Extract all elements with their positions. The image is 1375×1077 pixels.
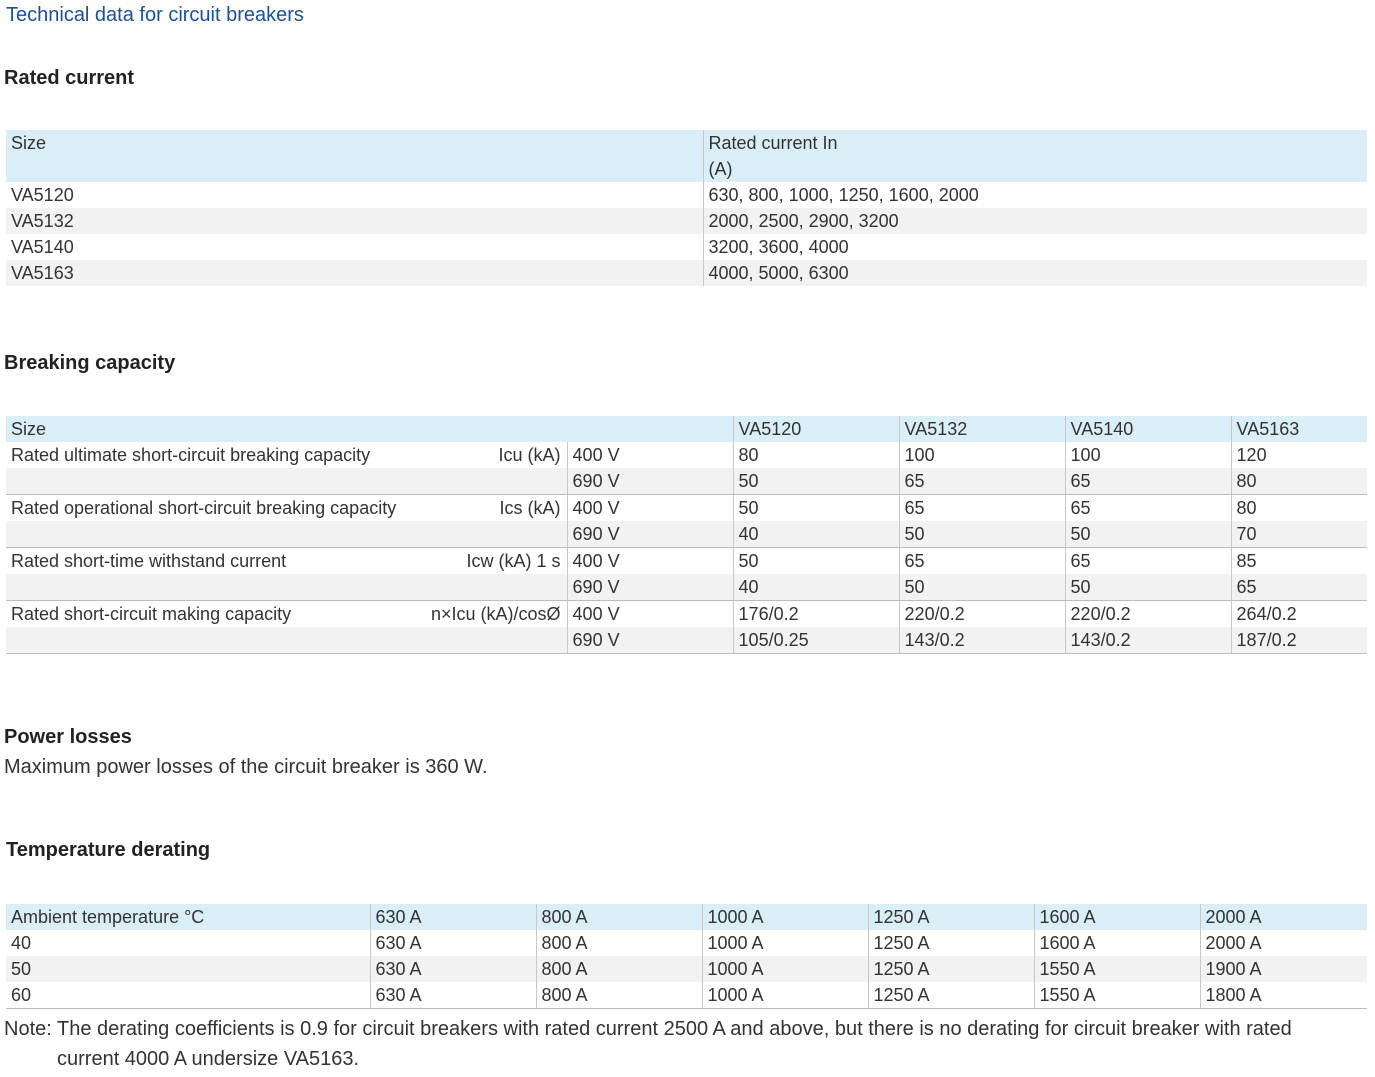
value-cell: 800 A <box>536 956 702 982</box>
col-1600-header: 1600 A <box>1034 904 1200 930</box>
value-cell: 70 <box>1231 521 1367 548</box>
col-va5140-header: VA5140 <box>1065 416 1231 442</box>
unit-label-empty <box>426 521 567 548</box>
table-header-row <box>6 416 1367 442</box>
voltage-cell: 400 V <box>567 495 733 522</box>
voltage-cell: 690 V <box>567 574 733 601</box>
table-row <box>6 548 1367 575</box>
value-cell: 176/0.2 <box>733 601 899 628</box>
temperature-derating-heading: Temperature derating <box>6 839 211 861</box>
page-title: Technical data for circuit breakers <box>6 4 304 26</box>
value-cell: 80 <box>1231 495 1367 522</box>
table-header-row <box>6 904 1367 930</box>
unit-label: Ics (kA) <box>499 498 561 518</box>
value-cell: 85 <box>1231 548 1367 575</box>
value-cell: 1550 A <box>1034 956 1200 982</box>
value-cell: 2000 A <box>1200 930 1367 956</box>
table-row <box>6 930 1367 956</box>
col-rated-header: Rated current In (A) <box>703 130 1367 182</box>
value-cell: 1600 A <box>1034 930 1200 956</box>
value-cell: 630, 800, 1000, 1250, 1600, 2000 <box>703 182 1367 208</box>
value-cell: 65 <box>1065 468 1231 495</box>
size-cell: VA5140 <box>11 237 74 257</box>
parameter-label: Rated ultimate short-circuit breaking capacity <box>11 445 371 465</box>
breaking-capacity-heading: Breaking capacity <box>4 352 176 374</box>
value-cell: 264/0.2 <box>1231 601 1367 628</box>
value-cell: 50 <box>899 521 1065 548</box>
parameter-label-empty <box>6 574 426 601</box>
value-cell: 4000, 5000, 6300 <box>703 260 1367 286</box>
unit-label: n×Icu (kA)/cosØ <box>431 604 561 624</box>
value-cell: 100 <box>899 442 1065 468</box>
rated-current-table <box>6 130 1367 286</box>
value-cell: 1250 A <box>868 956 1034 982</box>
size-cell: VA5132 <box>6 208 703 234</box>
unit-label-empty <box>426 627 567 654</box>
value-cell: 1550 A <box>1034 982 1200 1009</box>
power-losses-heading: Power losses <box>4 726 132 748</box>
value-cell: 143/0.2 <box>899 627 1065 654</box>
value-cell: 50 <box>733 495 899 522</box>
value-cell: 3200, 3600, 4000 <box>703 234 1367 260</box>
col-1000-header: 1000 A <box>702 904 868 930</box>
value-cell: 65 <box>1065 548 1231 575</box>
value-cell: 40 <box>733 521 899 548</box>
value-cell: 1800 A <box>1200 982 1367 1009</box>
breaking-capacity-table <box>6 416 1367 654</box>
value-cell: 187/0.2 <box>1231 627 1367 654</box>
value-cell: 65 <box>1065 495 1231 522</box>
size-cell: VA5120 <box>11 185 74 205</box>
table-row <box>6 521 1367 548</box>
parameter-label-empty <box>6 627 426 654</box>
value-cell: 630 A <box>370 930 536 956</box>
unit-label: Icw (kA) 1 s <box>466 551 561 571</box>
value-cell: 50 <box>1065 574 1231 601</box>
parameter-label-empty <box>6 521 426 548</box>
table-row <box>6 495 1367 522</box>
table-row <box>6 260 1367 286</box>
value-cell: 120 <box>1231 442 1367 468</box>
value-cell: 65 <box>899 495 1065 522</box>
value-cell: 1000 A <box>702 982 868 1009</box>
temperature-derating-table <box>6 904 1367 1009</box>
table-row <box>6 208 1367 234</box>
value-cell: 220/0.2 <box>1065 601 1231 628</box>
col-va5120-header: VA5120 <box>733 416 899 442</box>
parameter-label: Rated short-circuit making capacity <box>11 604 292 624</box>
value-cell: 1250 A <box>868 930 1034 956</box>
col-630-header: 630 A <box>370 904 536 930</box>
table-row <box>6 627 1367 654</box>
value-cell: 1900 A <box>1200 956 1367 982</box>
value-cell: 1000 A <box>702 956 868 982</box>
value-cell: 630 A <box>370 982 536 1009</box>
unit-label-empty <box>426 574 567 601</box>
col-size-header: Size <box>6 416 733 442</box>
col-1250-header: 1250 A <box>868 904 1034 930</box>
temperature-cell: 40 <box>11 933 32 953</box>
parameter-label: Rated short-time withstand current <box>11 551 287 571</box>
temperature-cell: 60 <box>6 982 370 1009</box>
value-cell: 800 A <box>536 930 702 956</box>
value-cell: 50 <box>1065 521 1231 548</box>
value-cell: 80 <box>1231 468 1367 495</box>
note-line-1: Note: The derating coefficients is 0.9 for circuit breakers with rated current 2500 A and above, but there is no derating for circuit breaker with rated <box>4 1018 1292 1040</box>
table-row <box>6 982 1367 1009</box>
value-cell: 105/0.25 <box>733 627 899 654</box>
value-cell: 65 <box>899 468 1065 495</box>
col-ambient-header: Ambient temperature °C <box>6 904 370 930</box>
value-cell: 1000 A <box>702 930 868 956</box>
col-va5132-header: VA5132 <box>899 416 1065 442</box>
col-va5163-header: VA5163 <box>1231 416 1367 442</box>
table-header-row <box>6 130 1367 182</box>
power-losses-text: Maximum power losses of the circuit breaker is 360 W. <box>4 756 488 778</box>
table-row <box>6 574 1367 601</box>
value-cell: 50 <box>733 468 899 495</box>
col-2000-header: 2000 A <box>1200 904 1367 930</box>
unit-label-empty <box>426 468 567 495</box>
value-cell: 2000, 2500, 2900, 3200 <box>703 208 1367 234</box>
col-800-header: 800 A <box>536 904 702 930</box>
value-cell: 80 <box>733 442 899 468</box>
voltage-cell: 400 V <box>567 601 733 628</box>
voltage-cell: 690 V <box>567 627 733 654</box>
table-row <box>6 956 1367 982</box>
table-row <box>6 442 1367 468</box>
table-row <box>6 182 1367 208</box>
value-cell: 40 <box>733 574 899 601</box>
parameter-label: Rated operational short-circuit breaking capacity <box>11 498 397 518</box>
note-line-2: current 4000 A undersize VA5163. <box>57 1048 360 1070</box>
temperature-cell: 50 <box>6 956 370 982</box>
value-cell: 50 <box>899 574 1065 601</box>
table-row <box>6 601 1367 628</box>
table-row <box>6 234 1367 260</box>
value-cell: 65 <box>899 548 1065 575</box>
value-cell: 50 <box>733 548 899 575</box>
value-cell: 800 A <box>536 982 702 1009</box>
voltage-cell: 400 V <box>567 442 733 468</box>
value-cell: 220/0.2 <box>899 601 1065 628</box>
voltage-cell: 400 V <box>567 548 733 575</box>
unit-label: Icu (kA) <box>498 445 561 465</box>
value-cell: 1250 A <box>868 982 1034 1009</box>
voltage-cell: 690 V <box>567 521 733 548</box>
size-cell: VA5163 <box>6 260 703 286</box>
value-cell: 65 <box>1231 574 1367 601</box>
parameter-label-empty <box>6 468 426 495</box>
voltage-cell: 690 V <box>567 468 733 495</box>
value-cell: 630 A <box>370 956 536 982</box>
col-size-header: Size <box>6 130 703 182</box>
value-cell: 143/0.2 <box>1065 627 1231 654</box>
value-cell: 100 <box>1065 442 1231 468</box>
rated-current-heading: Rated current <box>4 67 135 89</box>
table-row <box>6 468 1367 495</box>
